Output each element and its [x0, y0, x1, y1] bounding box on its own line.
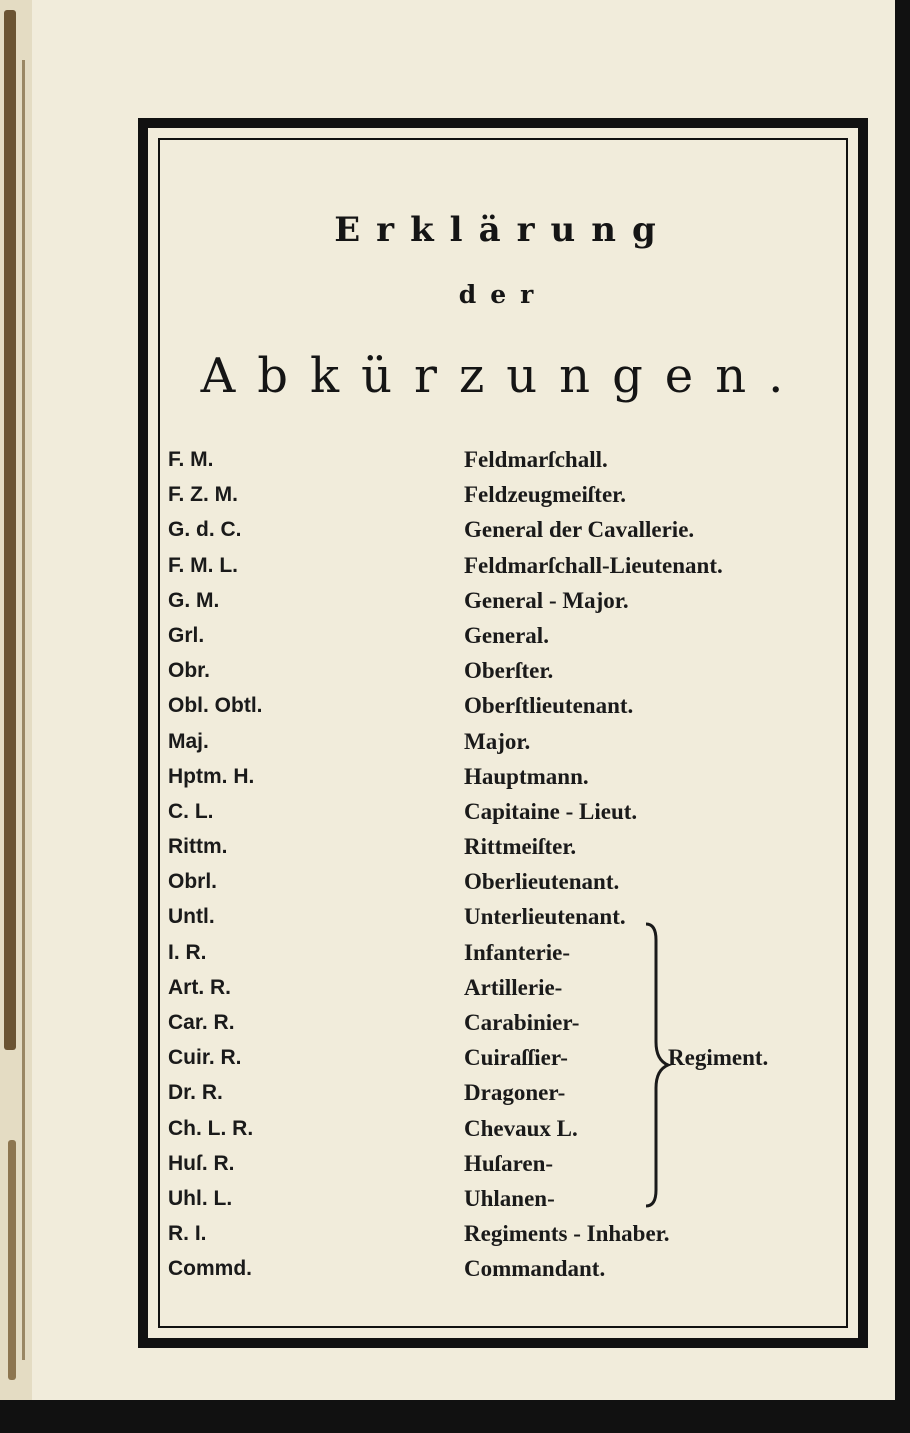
list-item	[168, 1075, 858, 1110]
meaning: General - Major.	[464, 587, 629, 613]
list-item	[168, 759, 858, 794]
abbreviation: Grl.	[168, 623, 205, 647]
abbreviation: Rittm.	[168, 835, 228, 859]
abbreviation: Untl.	[168, 905, 215, 929]
abbreviation: Ch. L. R.	[168, 1116, 254, 1140]
list-item	[168, 1181, 858, 1216]
list-item	[168, 1005, 858, 1040]
meaning: Infanterie-	[464, 939, 571, 965]
meaning: Capitaine - Lieut.	[464, 798, 638, 824]
book-spine	[0, 0, 32, 1400]
list-item	[168, 512, 858, 547]
abbreviation: F. M. L.	[168, 553, 238, 577]
list-item	[168, 1111, 858, 1146]
meaning: Oberſter.	[464, 658, 554, 684]
spine-fold-line	[22, 60, 25, 1360]
list-item	[168, 1251, 858, 1286]
abbreviation: G. d. C.	[168, 518, 242, 542]
heading-abkuerzungen: Abkürzungen.	[200, 348, 806, 404]
abbreviation: F. M.	[168, 448, 214, 471]
spine-edge-lower	[8, 1140, 16, 1380]
meaning: General.	[464, 622, 549, 648]
abbreviation: Maj.	[168, 729, 209, 753]
list-item	[168, 688, 858, 723]
meaning: Commandant.	[464, 1256, 606, 1282]
meaning: General der Cavallerie.	[464, 517, 695, 543]
abbreviation: Huſ. R.	[168, 1151, 235, 1175]
list-item	[168, 794, 858, 829]
abbreviation-list	[168, 442, 858, 1287]
spine-edge	[4, 10, 16, 1050]
heading-erklaerung: Erklärung	[334, 210, 672, 250]
abbreviation: F. Z. M.	[168, 483, 238, 507]
abbreviation: G. M.	[168, 588, 220, 612]
abbreviation: Obrl.	[168, 870, 218, 894]
abbreviation: Dr. R.	[168, 1081, 223, 1105]
meaning: Dragoner-	[464, 1080, 566, 1106]
list-item	[168, 864, 858, 899]
abbreviation: Car. R.	[168, 1011, 235, 1034]
meaning: Artillerie-	[464, 974, 563, 1000]
abbreviation: Uhl. L.	[168, 1186, 233, 1210]
page-frame	[138, 118, 868, 1348]
meaning: Uhlanen-	[464, 1185, 555, 1211]
abbreviation: Obl. Obtl.	[168, 694, 263, 718]
meaning: Carabinier-	[464, 1010, 580, 1035]
list-item	[168, 583, 858, 618]
list-item	[168, 548, 858, 583]
meaning: Regiments - Inhaber.	[464, 1221, 670, 1247]
meaning: Oberſtlieutenant.	[464, 693, 634, 719]
meaning: Oberlieutenant.	[464, 869, 620, 895]
meaning: Huſaren-	[464, 1150, 554, 1176]
meaning: Feldmarſchall.	[464, 447, 608, 472]
list-item	[168, 653, 858, 688]
brace-label-regiment: Regiment.	[668, 1045, 769, 1070]
abbreviation: Cuir. R.	[168, 1046, 242, 1070]
heading-der: der	[458, 280, 548, 309]
abbreviation: I. R.	[168, 940, 207, 964]
meaning: Hauptmann.	[464, 763, 589, 789]
list-item	[168, 442, 858, 477]
meaning: Unterlieutenant.	[464, 904, 626, 930]
list-item	[168, 899, 858, 934]
meaning: Feldmarſchall-Lieutenant.	[464, 552, 723, 578]
meaning: Chevaux L.	[464, 1115, 578, 1141]
meaning: Feldzeugmeiſter.	[464, 482, 627, 508]
inner-frame	[158, 138, 848, 1328]
list-item	[168, 724, 858, 759]
abbreviation: R. I.	[168, 1222, 207, 1246]
meaning: Major.	[464, 728, 531, 754]
list-item	[168, 1216, 858, 1251]
list-item	[168, 1146, 858, 1181]
meaning: Rittmeiſter.	[464, 834, 577, 860]
list-item	[168, 970, 858, 1005]
abbreviation: Obr.	[168, 659, 211, 683]
abbreviation: Art. R.	[168, 975, 231, 999]
abbreviation: C. L.	[168, 799, 214, 823]
list-item	[168, 935, 858, 970]
list-item	[168, 477, 858, 512]
list-item	[168, 618, 858, 653]
meaning: Cuiraſſier-	[464, 1045, 568, 1071]
list-item	[168, 829, 858, 864]
abbreviation: Commd.	[168, 1257, 252, 1281]
abbreviation: Hptm. H.	[168, 764, 255, 788]
